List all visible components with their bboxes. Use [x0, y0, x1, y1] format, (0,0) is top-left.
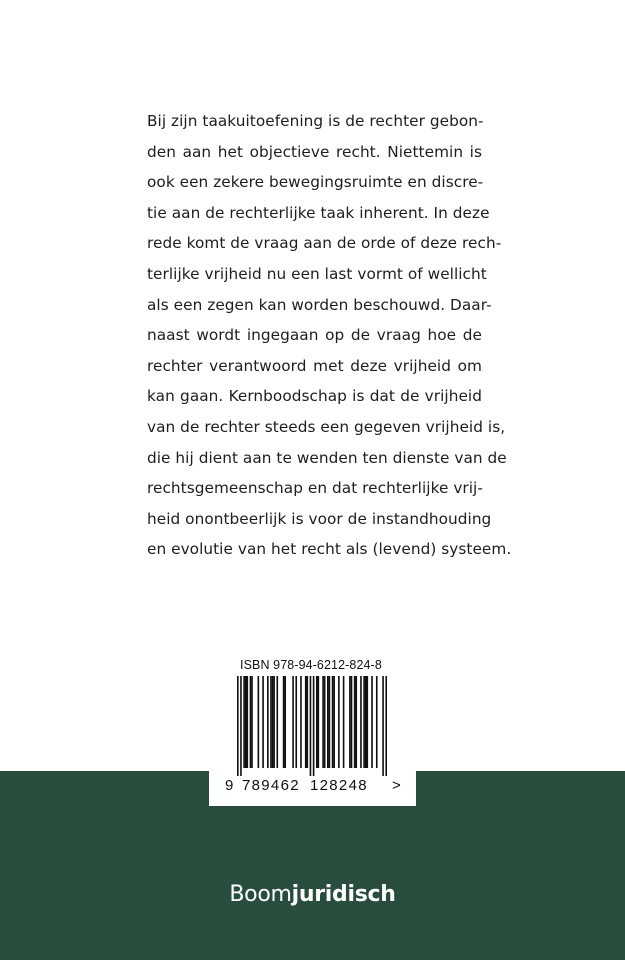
blurb-line: naast wordt ingegaan op de vraag hoe de	[147, 326, 482, 345]
barcode-bar	[313, 676, 315, 776]
isbn-label: ISBN 978-94-6212-824-8	[240, 658, 382, 672]
barcode-bar	[243, 676, 245, 768]
barcode-bar	[349, 676, 351, 768]
barcode-digit-group-left: 789462	[242, 777, 300, 794]
barcode-bar	[283, 676, 285, 768]
barcode-bar	[327, 676, 329, 768]
blurb-line: Bij zijn taakuitoefening is de rechter gebon-	[147, 112, 484, 130]
barcode-bars	[237, 676, 387, 776]
barcode-bar	[276, 676, 278, 768]
barcode-bar	[295, 676, 297, 768]
barcode-bar	[338, 676, 340, 768]
blurb-line: terlijke vrijheid nu een last vormt of wellicht	[147, 264, 487, 283]
blurb-line: ook een zekere bewegingsruimte en discre-	[147, 173, 484, 192]
publisher-name-boom: Boom	[229, 882, 292, 907]
blurb-line: en evolutie van het recht als (levend) systeem.	[147, 540, 512, 559]
barcode-bar	[270, 676, 272, 768]
barcode-bar	[262, 676, 264, 768]
barcode-bar	[316, 676, 318, 768]
barcode-bar	[310, 676, 312, 776]
barcode-bar	[376, 676, 378, 768]
blurb-line: rechtsgemeenschap en dat rechterlijke vrij-	[147, 479, 483, 498]
barcode-bar	[366, 676, 368, 768]
barcode-bar	[354, 676, 356, 768]
barcode-first-digit: 9	[225, 777, 234, 794]
barcode-bar	[324, 676, 326, 768]
barcode-bar	[250, 676, 252, 768]
barcode-bar	[363, 676, 365, 768]
barcode-bar	[360, 676, 362, 768]
barcode-bar	[365, 676, 367, 768]
barcode-bar	[332, 676, 334, 768]
blurb-line: die hij dient aan te wenden ten dienste van de	[147, 448, 507, 467]
barcode-bar	[343, 676, 345, 768]
blurb-line: van de rechter steeds een gegeven vrijheid is,	[147, 417, 506, 436]
barcode-bar	[237, 676, 239, 776]
barcode-bar	[351, 676, 353, 768]
barcode-bar	[318, 676, 320, 768]
barcode-quiet-zone-arrow: >	[392, 777, 401, 794]
barcode-bar	[300, 676, 302, 768]
barcode-bar	[329, 676, 331, 768]
publisher-name-juridisch: juridisch	[291, 882, 396, 907]
barcode-bar	[246, 676, 248, 768]
blurb-line: heid onontbeerlijk is voor de instandhouding	[147, 509, 492, 528]
barcode-bar	[355, 676, 357, 768]
barcode-bar	[306, 676, 308, 768]
blurb-line: rede komt de vraag aan de orde of deze rech-	[147, 234, 502, 253]
barcode-bar	[385, 676, 387, 776]
publisher-logo	[0, 880, 625, 910]
barcode-bar	[322, 676, 324, 768]
back-cover-blurb	[147, 106, 512, 565]
barcode-bar	[258, 676, 260, 768]
barcode-bar	[245, 676, 247, 768]
barcode-digit-group-right: 128248	[310, 777, 368, 794]
barcode-bar	[273, 676, 275, 768]
blurb-line: als een zegen kan worden beschouwd. Daar-	[147, 295, 492, 314]
blurb-line: tie aan de rechterlijke taak inherent. In deze	[147, 203, 490, 222]
barcode-bar	[382, 676, 384, 776]
blurb-line: kan gaan. Kernboodschap is dat de vrijheid	[147, 387, 482, 406]
barcode-bar	[371, 676, 373, 768]
barcode-bar	[240, 676, 242, 776]
barcode-bar	[267, 676, 269, 768]
barcode-bar	[305, 676, 307, 768]
barcode-bar	[251, 676, 253, 768]
barcode-bar	[292, 676, 294, 768]
blurb-line: den aan het objectieve recht. Niettemin is	[147, 142, 482, 161]
barcode-bar	[333, 676, 335, 768]
barcode-bar	[272, 676, 274, 768]
blurb-line: rechter verantwoord met deze vrijheid om	[147, 356, 482, 375]
barcode-bar	[284, 676, 286, 768]
